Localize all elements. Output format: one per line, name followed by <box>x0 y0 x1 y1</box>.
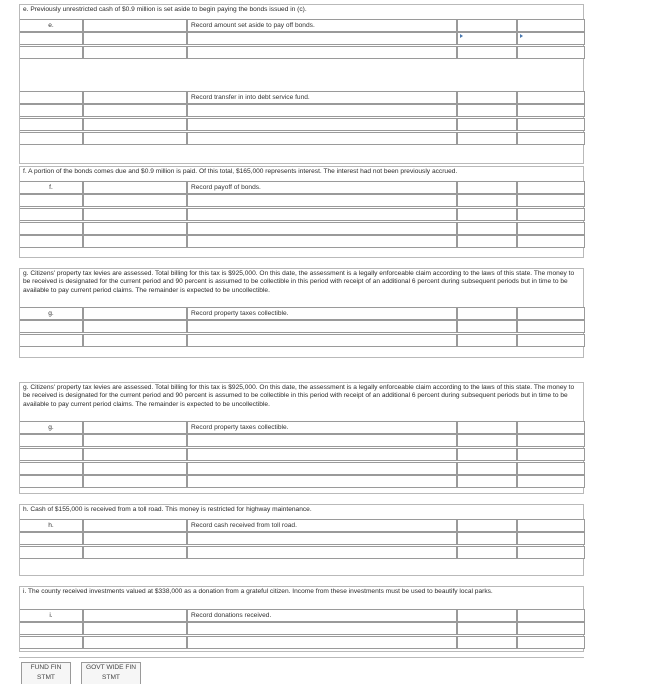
blank-cell <box>20 235 83 248</box>
debit-input[interactable] <box>457 181 517 194</box>
section-g-first <box>19 268 584 358</box>
debit-input[interactable] <box>457 546 517 559</box>
credit-input[interactable] <box>517 475 585 488</box>
entry-label: Record amount set aside to pay off bonds. <box>187 19 457 32</box>
blank-cell <box>20 475 83 488</box>
account-select[interactable] <box>187 334 457 347</box>
credit-input[interactable] <box>517 462 585 475</box>
debit-input[interactable] <box>457 208 517 221</box>
credit-input[interactable] <box>517 636 585 649</box>
account-select[interactable] <box>187 622 457 635</box>
section-i <box>19 586 584 652</box>
section-e <box>19 4 584 164</box>
debit-input[interactable] <box>457 235 517 248</box>
blank-cell <box>20 320 83 333</box>
credit-input[interactable] <box>517 307 585 320</box>
description-g: g. Citizens' property tax levies are assessed. Total billing for this tax is $925,000. On this date, the assessment is a legally enforceable claim according to the laws of this state. The money to be received is designated for the current period and 90 percent is assumed to be collectible in this period with receipt of an additional 6 percent during subsequent periods but in time to be available to pay current period claims. The remainder is expected to be uncollectible. <box>23 384 575 408</box>
description-h: h. Cash of $155,000 is received from a toll road. This money is restricted for highway maintenance. <box>23 506 312 513</box>
credit-input[interactable] <box>517 194 585 207</box>
date-input[interactable] <box>83 194 187 207</box>
section-h <box>19 504 584 576</box>
date-input[interactable] <box>83 181 187 194</box>
blank-cell <box>20 46 83 59</box>
debit-input[interactable] <box>457 532 517 545</box>
description-e: e. Previously unrestricted cash of $0.9 million is set aside to begin paying the bonds issued in (c). <box>23 6 307 13</box>
debit-input[interactable] <box>457 475 517 488</box>
date-input[interactable] <box>83 91 187 104</box>
blank-cell <box>20 132 83 145</box>
debit-input[interactable] <box>457 622 517 635</box>
entry-letter: e. <box>20 19 83 32</box>
entry-label: Record property taxes collectible. <box>187 421 457 434</box>
statement-tabs <box>19 657 584 700</box>
date-input[interactable] <box>83 32 187 45</box>
date-input[interactable] <box>83 235 187 248</box>
entry-label: Record property taxes collectible. <box>187 307 457 320</box>
credit-input[interactable] <box>517 46 585 59</box>
credit-input[interactable] <box>517 434 585 447</box>
account-select[interactable] <box>187 132 457 145</box>
entry-label: Record donations received. <box>187 609 457 622</box>
blank-cell <box>20 118 83 131</box>
debit-input[interactable] <box>457 421 517 434</box>
date-input[interactable] <box>83 334 187 347</box>
debit-input[interactable] <box>457 91 517 104</box>
blank-cell <box>20 434 83 447</box>
description-f: f. A portion of the bonds comes due and $0.9 million is paid. Of this total, $165,000 represents interest. The interest had not been previously accrued. <box>23 168 458 175</box>
debit-input[interactable] <box>457 320 517 333</box>
account-select[interactable] <box>187 32 457 45</box>
debit-input[interactable] <box>457 19 517 32</box>
account-select[interactable] <box>187 235 457 248</box>
entry-letter: h. <box>20 519 83 532</box>
debit-input[interactable] <box>457 104 517 117</box>
tab-govt-wide-fin-stmt[interactable]: GOVT WIDE FIN STMT <box>81 662 141 684</box>
blank-cell <box>20 208 83 221</box>
date-input[interactable] <box>83 104 187 117</box>
entry-letter: g. <box>20 307 83 320</box>
entry-letter: f. <box>20 181 83 194</box>
debit-input[interactable] <box>457 194 517 207</box>
account-select[interactable] <box>187 532 457 545</box>
debit-input[interactable] <box>457 132 517 145</box>
date-input[interactable] <box>83 118 187 131</box>
date-input[interactable] <box>83 475 187 488</box>
debit-input[interactable] <box>457 434 517 447</box>
section-g-second <box>19 382 584 494</box>
tab-fund-fin-stmt[interactable]: FUND FIN STMT <box>21 662 71 684</box>
blank-cell <box>20 222 83 235</box>
credit-input[interactable] <box>517 546 585 559</box>
credit-input[interactable] <box>517 622 585 635</box>
date-input[interactable] <box>83 320 187 333</box>
account-select[interactable] <box>187 546 457 559</box>
entry-letter: g. <box>20 421 83 434</box>
date-input[interactable] <box>83 19 187 32</box>
debit-input[interactable] <box>457 334 517 347</box>
description-i: i. The county received investments valued at $338,000 as a donation from a grateful citizen. Income from these investments must be used to beautify local parks. <box>23 588 493 595</box>
account-select[interactable] <box>187 448 457 461</box>
date-input[interactable] <box>83 421 187 434</box>
credit-input[interactable] <box>517 421 585 434</box>
debit-input[interactable] <box>457 609 517 622</box>
credit-input[interactable] <box>517 208 585 221</box>
debit-input[interactable] <box>457 32 517 45</box>
blank-cell <box>20 194 83 207</box>
credit-input[interactable] <box>517 19 585 32</box>
date-input[interactable] <box>83 609 187 622</box>
entry-label: Record transfer in into debt service fund. <box>187 91 457 104</box>
account-select[interactable] <box>187 118 457 131</box>
description-g: g. Citizens' property tax levies are assessed. Total billing for this tax is $925,000. On this date, the assessment is a legally enforceable claim according to the laws of this state. The money to be received is designated for the current period and 90 percent is assumed to be collectible in this period with receipt of an additional 6 percent during subsequent periods but in time to be available to pay current period claims. The remainder is expected to be uncollectible. <box>23 270 575 294</box>
account-select[interactable] <box>187 434 457 447</box>
credit-input[interactable] <box>517 181 585 194</box>
credit-input[interactable] <box>517 104 585 117</box>
date-input[interactable] <box>83 434 187 447</box>
date-input[interactable] <box>83 519 187 532</box>
credit-input[interactable] <box>517 132 585 145</box>
credit-input[interactable] <box>517 320 585 333</box>
date-input[interactable] <box>83 546 187 559</box>
date-input[interactable] <box>83 532 187 545</box>
debit-input[interactable] <box>457 519 517 532</box>
debit-input[interactable] <box>457 222 517 235</box>
date-input[interactable] <box>83 622 187 635</box>
credit-input[interactable] <box>517 334 585 347</box>
entry-letter: i. <box>20 609 83 622</box>
credit-input[interactable] <box>517 532 585 545</box>
blank-cell <box>20 104 83 117</box>
credit-input[interactable] <box>517 118 585 131</box>
credit-input[interactable] <box>517 222 585 235</box>
account-select[interactable] <box>187 475 457 488</box>
section-f <box>19 166 584 258</box>
entry-label: Record payoff of bonds. <box>187 181 457 194</box>
date-input[interactable] <box>83 636 187 649</box>
account-select[interactable] <box>187 636 457 649</box>
blank-cell <box>20 622 83 635</box>
date-input[interactable] <box>83 132 187 145</box>
debit-input[interactable] <box>457 462 517 475</box>
date-input[interactable] <box>83 46 187 59</box>
blank-cell <box>20 546 83 559</box>
blank-cell <box>20 334 83 347</box>
debit-input[interactable] <box>457 46 517 59</box>
account-select[interactable] <box>187 208 457 221</box>
debit-input[interactable] <box>457 118 517 131</box>
credit-input[interactable] <box>517 609 585 622</box>
account-select[interactable] <box>187 462 457 475</box>
credit-input[interactable] <box>517 235 585 248</box>
blank-cell <box>20 91 83 104</box>
date-input[interactable] <box>83 307 187 320</box>
date-input[interactable] <box>83 208 187 221</box>
blank-cell <box>20 448 83 461</box>
date-input[interactable] <box>83 448 187 461</box>
account-select[interactable] <box>187 104 457 117</box>
blank-cell <box>20 532 83 545</box>
debit-input[interactable] <box>457 448 517 461</box>
blank-cell <box>20 32 83 45</box>
account-select[interactable] <box>187 194 457 207</box>
date-input[interactable] <box>83 222 187 235</box>
debit-input[interactable] <box>457 307 517 320</box>
blank-cell <box>20 462 83 475</box>
blank-cell <box>20 636 83 649</box>
date-input[interactable] <box>83 462 187 475</box>
account-select[interactable] <box>187 222 457 235</box>
entry-label: Record cash received from toll road. <box>187 519 457 532</box>
credit-input[interactable] <box>517 32 585 45</box>
credit-input[interactable] <box>517 519 585 532</box>
credit-input[interactable] <box>517 448 585 461</box>
account-select[interactable] <box>187 320 457 333</box>
credit-input[interactable] <box>517 91 585 104</box>
account-select[interactable] <box>187 46 457 59</box>
debit-input[interactable] <box>457 636 517 649</box>
